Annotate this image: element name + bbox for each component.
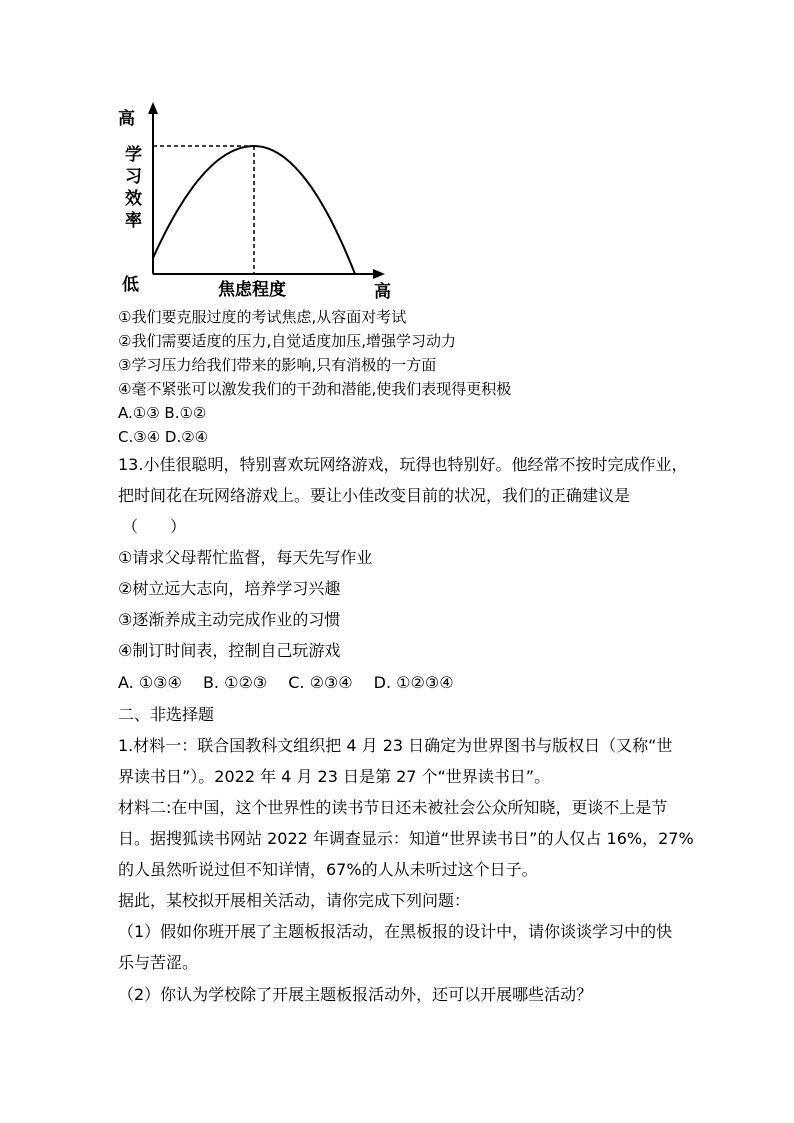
x-axis-title: 焦虑程度 xyxy=(218,280,286,300)
question-1-line-1: （1）假如你班开展了主题板报活动，在黑板报的设计中，请你谈谈学习中的快 xyxy=(118,922,673,941)
q13-answers: A. ①③④ B. ①②③ C. ②③④ D. ①②③④ xyxy=(118,673,454,692)
q13-answer-blank: （ ） xyxy=(122,517,187,536)
q13-stem-line-2: 把时间花在玩网络游戏上。要让小佳改变目前的状况，我们的正确建议是 xyxy=(118,486,631,505)
material-line: 1.材料一：联合国教科文组织把 4 月 23 日确定为世界图书与版权日（又称“世 xyxy=(118,736,673,755)
y-axis-low-label: 低 xyxy=(122,275,139,295)
q12-option-2: ②我们需要适度的压力,自觉适度加压,增强学习动力 xyxy=(118,332,456,350)
question-2: （2）你认为学校除了开展主题板报活动外，还可以开展哪些活动？ xyxy=(118,985,593,1004)
q13-stem-line-1: 13.小佳很聪明，特别喜欢玩网络游戏，玩得也特别好。他经常不按时完成作业， xyxy=(118,455,688,474)
q12-option-4: ④毫不紧张可以激发我们的干劲和潜能,使我们表现得更积极 xyxy=(118,380,512,398)
question-1-line-2: 乐与苦涩。 xyxy=(118,953,199,972)
q12-option-1: ①我们要克服过度的考试焦虑,从容面对考试 xyxy=(118,308,407,326)
q13-option-1: ①请求父母帮忙监督，每天先写作业 xyxy=(118,548,373,567)
q13-option-2: ②树立远大志向，培养学习兴趣 xyxy=(118,579,341,598)
q12-option-3: ③学习压力给我们带来的影响,只有消极的一方面 xyxy=(118,356,437,374)
y-title-char: 效 xyxy=(125,189,142,209)
q13-option-3: ③逐渐养成主动完成作业的习惯 xyxy=(118,610,341,629)
y-title-char: 习 xyxy=(125,167,142,187)
material-line: 的人虽然听说过但不知详情，67%的人从未听过这个日子。 xyxy=(118,860,538,879)
chart-svg xyxy=(110,98,400,303)
y-axis-high-label: 高 xyxy=(118,109,135,129)
material-line: 界读书日”）。2022 年 4 月 23 日是第 27 个“世界读书日”。 xyxy=(118,767,551,786)
anxiety-efficiency-chart xyxy=(110,98,400,303)
y-axis-arrow xyxy=(148,102,158,114)
q12-answers-row-1: A.①③ B.①② xyxy=(118,404,207,422)
y-title-char: 学 xyxy=(125,145,142,165)
section-2-heading: 二、非选择题 xyxy=(118,705,215,724)
material-line: 材料二:在中国，这个世界性的读书节日还未被社会公众所知晓，更谈不上是节 xyxy=(118,798,668,817)
instruction-line: 据此，某校拟开展相关活动，请你完成下列问题： xyxy=(118,891,471,910)
q13-option-4: ④制订时间表，控制自己玩游戏 xyxy=(118,641,341,660)
material-line: 日。据搜狐读书网站 2022 年调查显示：知道“世界读书日”的人仅占 16%，27% xyxy=(118,829,694,848)
q12-answers-row-2: C.③④ D.②④ xyxy=(118,428,209,446)
y-title-char: 率 xyxy=(125,211,142,231)
x-axis-high-label: 高 xyxy=(374,282,391,302)
